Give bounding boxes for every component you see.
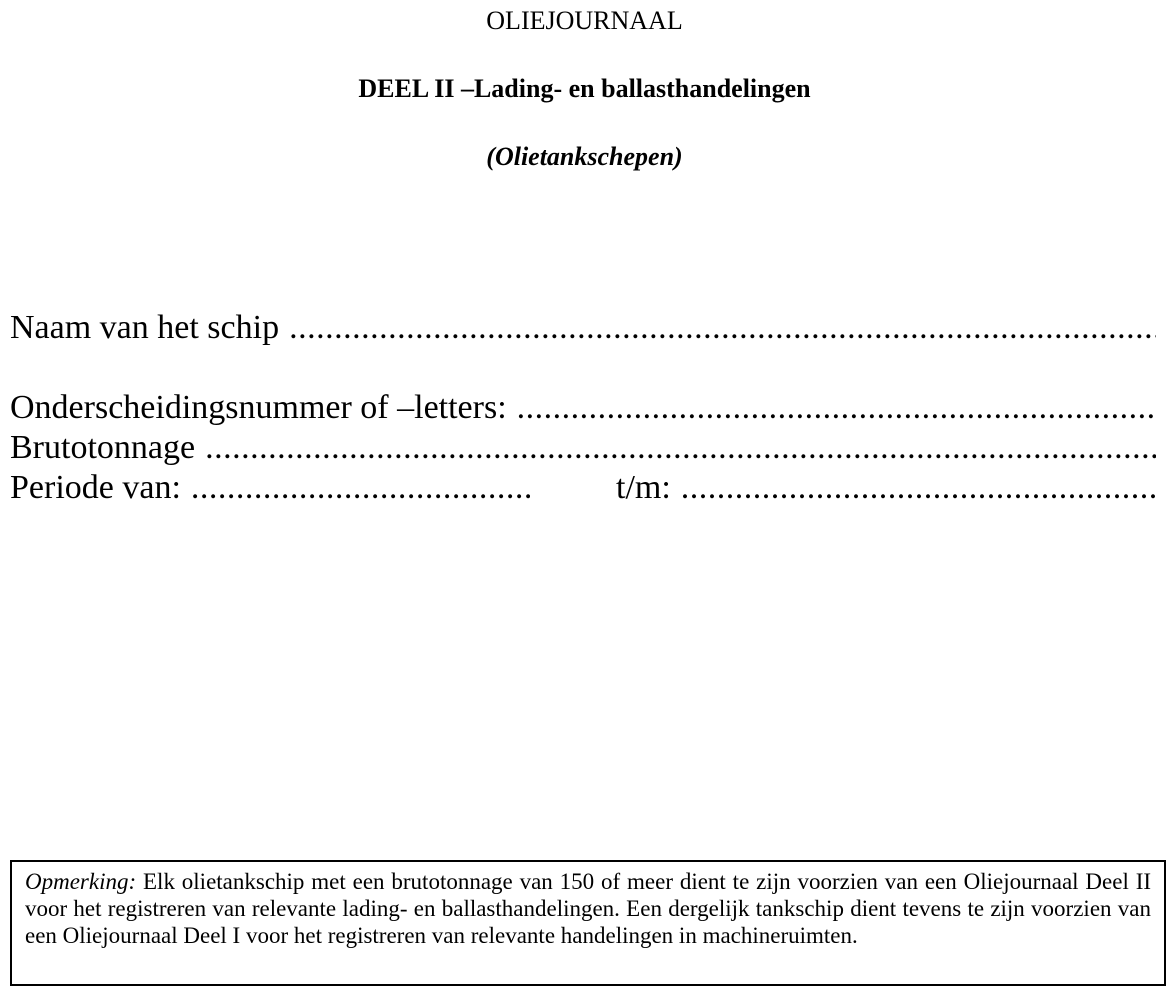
ship-name-row xyxy=(10,308,1156,348)
note-box xyxy=(10,860,1166,986)
ship-name-field[interactable] xyxy=(289,308,1156,348)
document-subtitle: DEEL II –Lading- en ballasthandelingen xyxy=(358,74,811,103)
gross-tonnage-label: Brutotonnage xyxy=(10,429,196,466)
period-row xyxy=(10,468,1156,508)
period-to-group xyxy=(616,468,1156,508)
period-from-field[interactable] xyxy=(191,468,530,508)
document-scope: (Olietankschepen) xyxy=(486,142,683,171)
note-prefix: Opmerking: xyxy=(25,869,137,894)
gross-tonnage-field[interactable] xyxy=(205,428,1156,468)
note-text: Elk olietankschip met een brutotonnage van 150 of meer dient te zijn voorzien van een Oliejournaal Deel II voor het registreren van relevante lading- en ballasthandelingen. Een dergelijk tankschip dient tevens te zijn voorzien van een Oliejournaal Deel I voor het registreren van relevante handelingen in machineruimten. xyxy=(25,869,1152,948)
document-title: OLIEJOURNAAL xyxy=(486,6,683,35)
period-to-label: t/m: xyxy=(616,469,671,506)
identification-label: Onderscheidingsnummer of –letters: xyxy=(10,389,507,426)
period-to-field[interactable] xyxy=(681,468,1156,508)
period-from-group xyxy=(10,468,530,508)
gross-tonnage-row xyxy=(10,428,1156,468)
ship-name-label: Naam van het schip xyxy=(10,309,280,346)
identification-row xyxy=(10,388,1156,428)
identification-field[interactable] xyxy=(517,388,1156,428)
period-from-label: Periode van: xyxy=(10,469,181,506)
